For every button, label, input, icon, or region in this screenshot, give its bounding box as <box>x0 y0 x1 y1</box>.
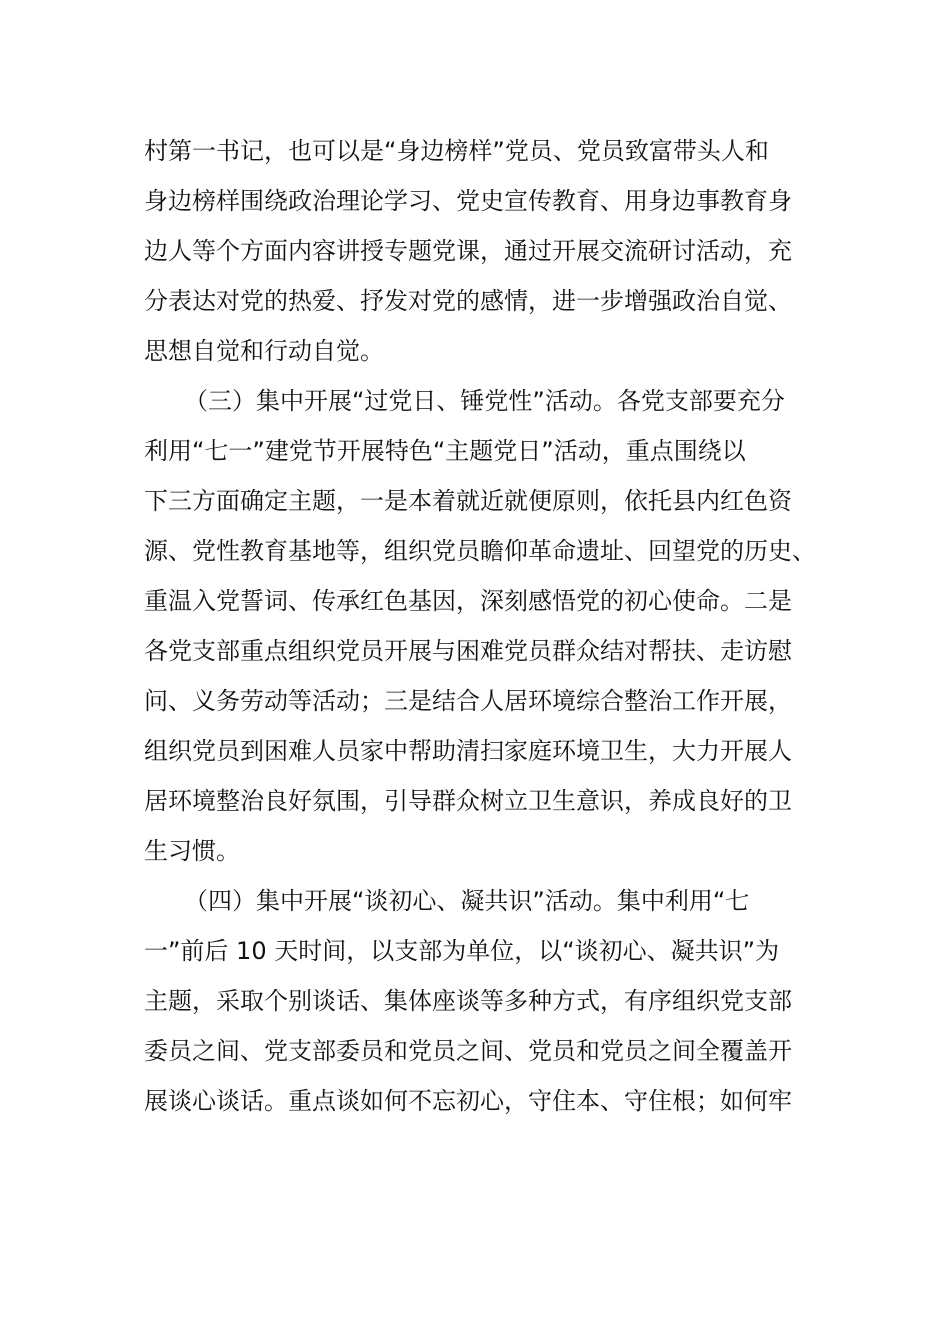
section-heading-line: （四）集中开展“谈初心、凝共识”活动。集中利用“七 <box>184 887 750 915</box>
text-line: 思想自觉和行动自觉。 <box>144 337 384 365</box>
text-line: 委员之间、党支部委员和党员之间、党员和党员之间全覆盖开 <box>144 1037 792 1065</box>
text-line: 展谈心谈话。重点谈如何不忘初心，守住本、守住根；如何牢 <box>144 1087 792 1115</box>
text-line: 居环境整治良好氛围，引导群众树立卫生意识，养成良好的卫 <box>144 787 792 815</box>
text-line: 主题，采取个别谈话、集体座谈等多种方式，有序组织党支部 <box>144 987 792 1015</box>
section-heading-line: （三）集中开展“过党日、锤党性”活动。各党支部要充分 <box>184 387 785 415</box>
text-line: 组织党员到困难人员家中帮助清扫家庭环境卫生，大力开展人 <box>144 737 792 765</box>
text-line: 利用“七一”建党节开展特色“主题党日”活动，重点围绕以 <box>144 437 746 465</box>
text-line: 源、党性教育基地等，组织党员瞻仰革命遗址、回望党的历史、 <box>144 537 816 565</box>
text-line: 分表达对党的热爱、抒发对党的感情，进一步增强政治自觉、 <box>144 287 792 315</box>
text-line: 生习惯。 <box>144 837 240 865</box>
text-line: 村第一书记，也可以是“身边榜样”党员、党员致富带头人和 <box>144 137 769 165</box>
text-line: 各党支部重点组织党员开展与困难党员群众结对帮扶、走访慰 <box>144 637 792 665</box>
text-line: 问、义务劳动等活动；三是结合人居环境综合整治工作开展， <box>144 687 792 715</box>
text-line: 身边榜样围绕政治理论学习、党史宣传教育、用身边事教育身 <box>144 187 792 215</box>
text-line: 下三方面确定主题，一是本着就近就便原则，依托县内红色资 <box>144 487 792 515</box>
text-line: 边人等个方面内容讲授专题党课，通过开展交流研讨活动，充 <box>144 237 792 265</box>
text-line: 重温入党誓词、传承红色基因，深刻感悟党的初心使命。二是 <box>144 587 792 615</box>
text-line: 一”前后 10 天时间，以支部为单位，以“谈初心、凝共识”为 <box>144 937 780 965</box>
